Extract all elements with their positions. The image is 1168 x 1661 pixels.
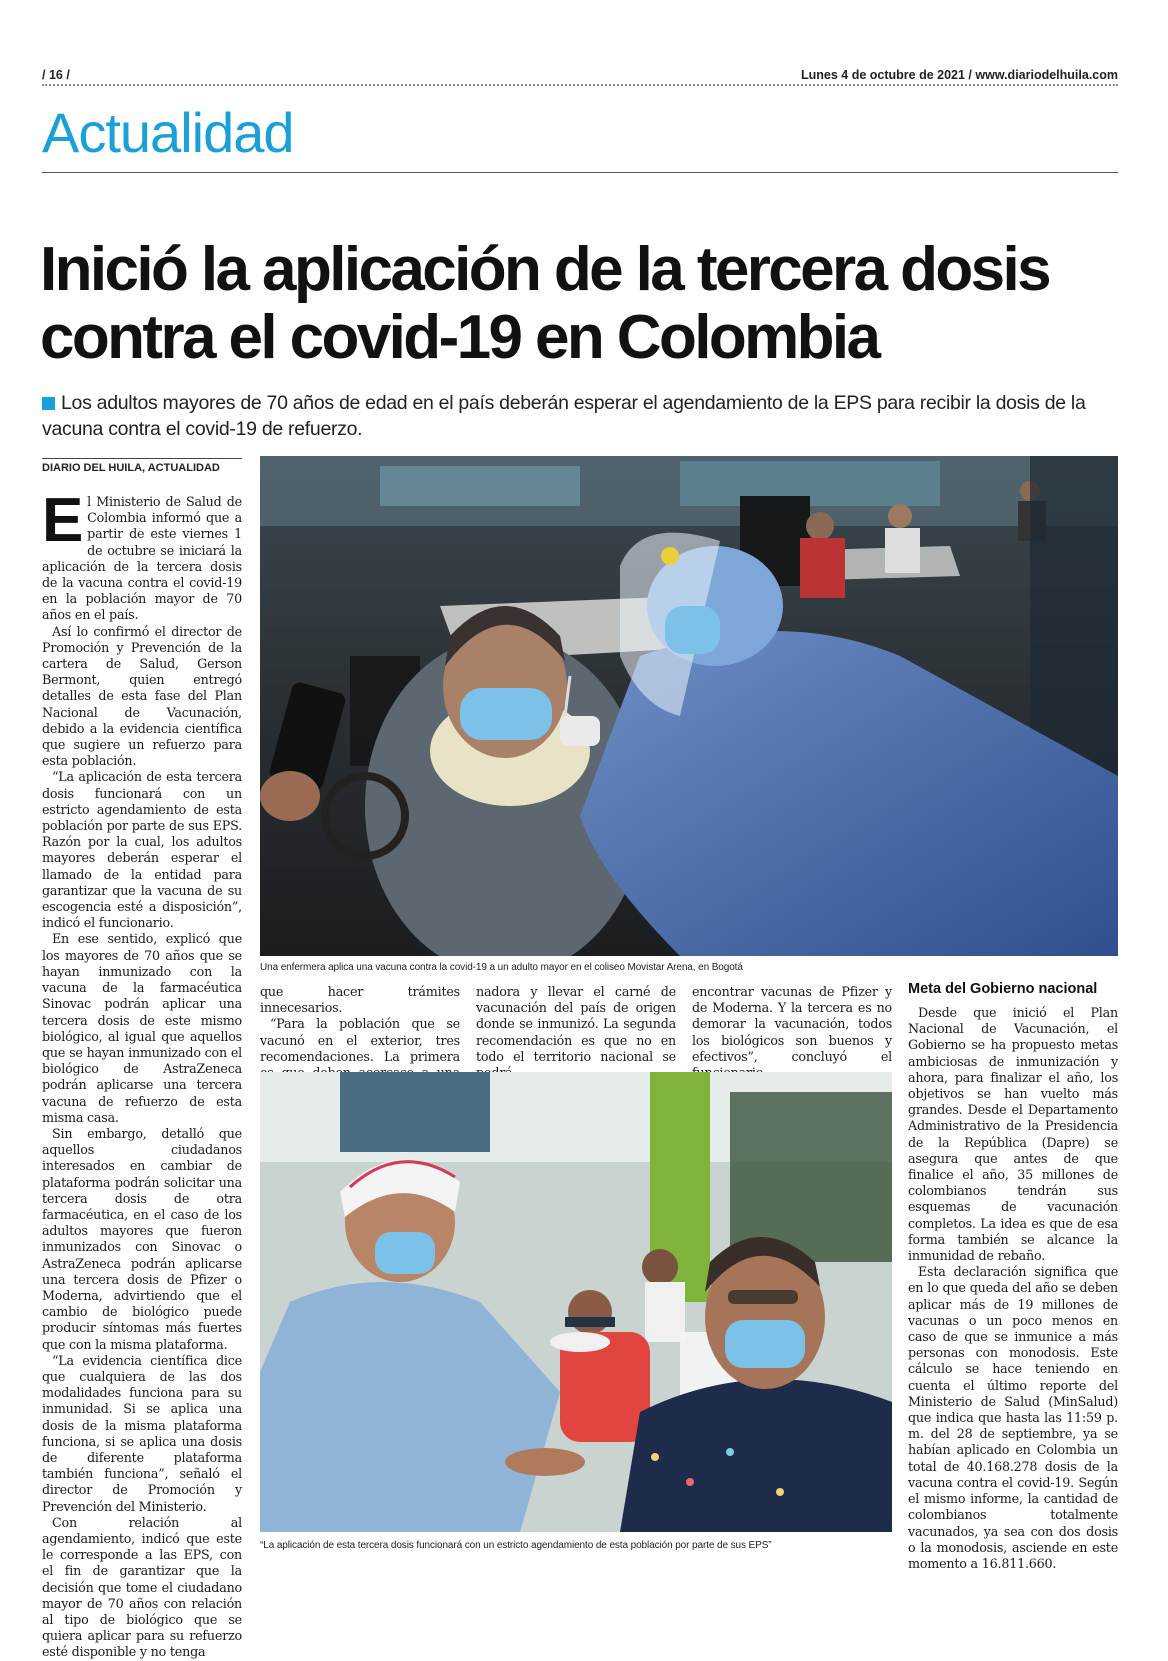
article-subhead: [42, 390, 1118, 442]
sidebar-body: [908, 1005, 1118, 1572]
header-divider: [42, 84, 1118, 86]
page-header: [42, 64, 1118, 86]
byline-divider: [42, 458, 242, 459]
section-title: Actualidad: [42, 101, 294, 164]
paragraph: Con relación al agendamiento, indicó que este le corresponde a las EPS, con el fin de garantizar que la decisión que tome el ciudadano mayor de 70 años con relación al tipo de biológico que se quiera aplicar para su refuerzo esté disponible y no tenga: [42, 1514, 242, 1660]
paragraph: “Para la población que se vacunó en el exterior, tres recomendaciones. La primera: [260, 1016, 460, 1064]
page-number: / 16 /: [42, 68, 70, 82]
photo-illustration: [260, 456, 1118, 956]
paragraph: que hacer trámites innecesarios.: [260, 984, 460, 1016]
article-column-4: [692, 984, 892, 1081]
paragraph: “La evidencia científica dice que cualquiera de las dos modalidades funciona para su inmunidad. Si se aplica una dosis de la misma plataforma funciona, si se aplica una dosis de diferente plataforma también funciona”, señaló el director de Promoción y Prevención del Ministerio.: [42, 1352, 242, 1514]
paragraph: Esta declaración significa que en lo que queda del año se deben aplicar más de 19 millones de vacunas o un poco menos en caso de que se inmunice a más personas con monodosis. Este cálculo se hace teniendo en cuenta el último reporte del Ministerio de Salud (MinSalud) que indica que hasta las 11:59 p. m. del 28 de septiembre, ya se habían aplicado en Colombia un total de 40.168.278 dosis de la vacuna contra el covid-19. Según el mismo informe, la cantidad de colombianos totalmente vacunados, ya sea con dos dosis o la monodosis, asciende en este momento a 16.811.660.: [908, 1264, 1118, 1571]
photo-illustration: [260, 1072, 892, 1532]
date-and-website: Lunes 4 de octubre de 2021 / www.diariodelhuila.com: [801, 68, 1118, 82]
photo-nurse-vaccinating-woman: [260, 1072, 892, 1532]
paragraph: Sin embargo, detalló que aquellos ciudadanos interesados en cambiar de plataforma podrán solicitar una tercera dosis de otra farmacéutica, en el caso de los adultos mayores que fueron inmunizados con Sinovac o AstraZeneca podrán aplicarse una tercera dosis de Pfizer o Moderna, advirtiendo que el cambio de biológico puede producir síntomas más fuertes que con la misma plataforma.: [42, 1125, 242, 1352]
drop-cap: E: [42, 486, 84, 555]
photo-nurse-vaccinating-elderly-woman: [260, 456, 1118, 956]
article-column-3: [476, 984, 676, 1081]
paragraph: nadora y llevar el carné de vacunación del país de origen donde se inmunizó. La segunda recomendación es que no en todo el territorio nacional se: [476, 984, 676, 1064]
photo1-caption: Una enfermera aplica una vacuna contra la covid-19 a un adulto mayor en el coliseo Movistar Arena, en Bogotá: [260, 962, 743, 973]
subhead-text: Los adultos mayores de 70 años de edad en el país deberán esperar el agendamiento de la EPS para recibir la dosis de la vacuna contra el covid-19 de refuerzo.: [42, 392, 1086, 440]
paragraph: “La aplicación de esta tercera dosis funcionará con un estricto agendamiento de esta población por parte de sus EPS. Razón por la cual, los adultos mayores deberán esperar el llamado de la entidad para garantizar que la vacuna de su escogencia esté a disposición”, indicó el funcionario.: [42, 769, 242, 931]
paragraph: encontrar vacunas de Pfizer y de Moderna. Y la tercera es no demorar la vacunación, todos los biológicos son buenos y efectivos”, concluyó el: [692, 984, 892, 1064]
bullet-square-icon: [42, 397, 55, 410]
article-headline: Inició la aplicación de la tercera dosis contra el covid-19 en Colombia: [40, 235, 1050, 372]
article-byline: DIARIO DEL HUILA, ACTUALIDAD: [42, 462, 220, 474]
paragraph: En ese sentido, explicó que los mayores de 70 años que se hayan inmunizado con la vacuna de la farmacéutica Sinovac podrán aplicar una tercera dosis de este mismo biológico, al igual que aquellos que se hayan inmunizado con el biológico de AstraZeneca podrán aplicarse una tercera vacuna de refuerzo de esta misma casa.: [42, 931, 242, 1125]
article-column-1: [42, 486, 242, 1661]
paragraph: Así lo confirmó el director de Promoción y Prevención de la cartera de Salud, Gerson Bermont, quien entregó detalles de esta fase del Plan Nacional de Vacunación, debido a la evidencia científica que sugiere un refuerzo para esta población.: [42, 623, 242, 769]
sidebar-title: Meta del Gobierno nacional: [908, 981, 1098, 997]
sidebar-box: [908, 980, 1118, 1572]
photo2-caption: “La aplicación de esta tercera dosis funcionará con un estricto agendamiento de esta población por parte de sus EPS”: [260, 1540, 772, 1551]
paragraph: El Ministerio de Salud de Colombia informó que a partir de este viernes 1 de octubre se iniciará la aplicación de la tercera dosis de la vacuna contra el covid-19 en la población mayor de 70 años en el país.: [42, 486, 242, 623]
paragraph: Desde que inició el Plan Nacional de Vacunación, el Gobierno se ha propuesto metas ambiciosas de inmunización y ahora, para finalizar el año, los objetivos se han vuelto más grandes. Desde el Departamento Administrativo de la Presidencia de la República (Dapre) se asegura que antes de que finalice el año, 35 millones de colombianos tendrán sus esquemas de vacunación completos. La idea es que de esa forma también se alcance la inmunidad de rebaño.: [908, 1005, 1118, 1264]
section-divider: [42, 172, 1118, 173]
